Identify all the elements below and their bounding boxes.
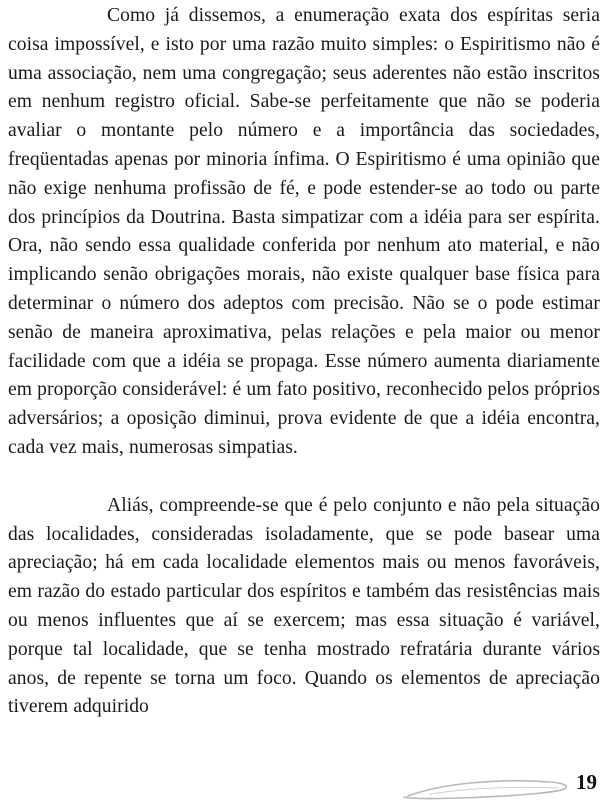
page-number: 19 xyxy=(576,770,597,794)
paragraph-1: Como já dissemos, a enumeração exata dos espíritas seria coisa impossível, e isto por uma razão muito simples: o Espiritismo não é uma associação, nem uma congregação; seus aderentes não estão inscritos em nenhum registro oficial. Sabe-se perfeitamente que não se poderia avaliar o montante pelo número e a importância das sociedades, freqüentadas apenas por minoria ínfima. O Espiritismo é uma opinião que não exige nenhuma profissão de fé, e pode estender-se ao todo ou parte dos princípios da Doutrina. Basta simpatizar com a idéia para ser espírita. Ora, não sendo essa qualidade conferida por nenhum ato material, e não implicando senão obrigações morais, não existe qualquer base física para determinar o número dos adeptos com precisão. Não se o pode estimar senão de maneira aproximativa, pelas relações e pela maior ou menor facilidade com que a idéia se propaga. Esse número aumenta diariamente em proporção considerável: é um fato positivo, reconhecido pelos próprios adversários; a oposição diminui, prova evidente de que a idéia encontra, cada vez mais, numerosas simpatias. xyxy=(8,5,600,458)
paragraph-2: Aliás, compreende-se que é pelo conjunto e não pela situação das localidades, consideradas isoladamente, que se pode basear uma apreciação; há em cada localidade elementos mais ou menos favoráveis, em razão do estado particular dos espíritos e também das resistências mais ou menos influentes que aí se exercem; mas essa situação é variável, porque tal localidade, que se tenha mostrado refratária durante vários anos, de repente se torna um foco. Quando os elementos de apreciação tiverem adquirido xyxy=(8,494,600,718)
document-body xyxy=(8,2,600,722)
page-footer xyxy=(0,768,607,809)
swash-ornament-icon xyxy=(400,772,575,806)
